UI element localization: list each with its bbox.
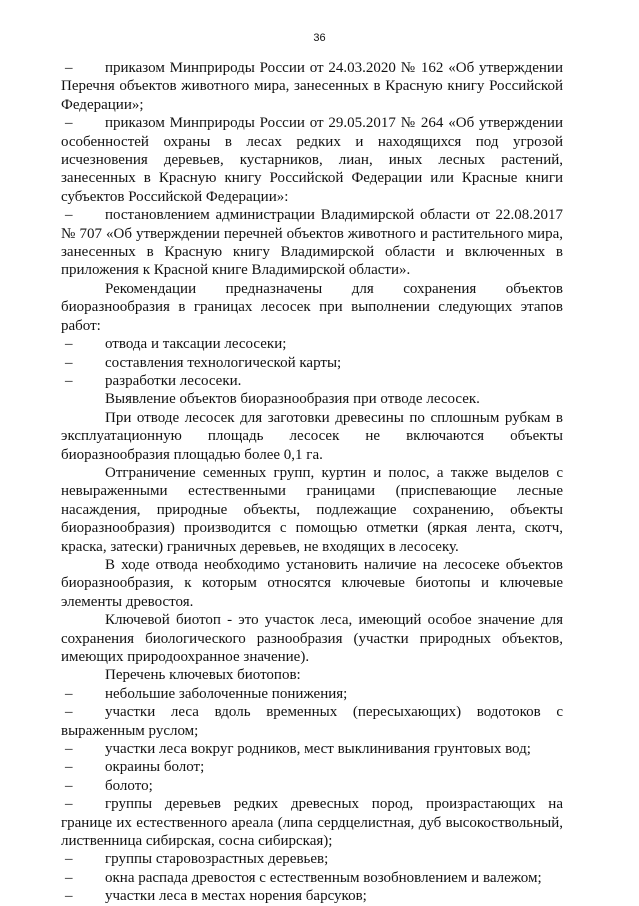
- list-item: – небольшие заболоченные понижения;: [61, 685, 563, 703]
- list-item: – разработки лесосеки.: [61, 372, 563, 390]
- page-number: 36: [313, 32, 326, 44]
- list-item: – группы старовозрастных деревьев;: [61, 850, 563, 868]
- list-item: – приказом Минприроды России от 29.05.2017 № 264 «Об утверждении особенностей охраны в лесах редких и находящихся под угрозой исчезновения деревьев, кустарников, лиан, иных лесных растений, занесенных в Красную книгу Российской Федерации или Красные книги субъектов Российской Федерации»:: [61, 114, 563, 206]
- list-item: – болото;: [61, 777, 563, 795]
- paragraph: Ключевой биотоп - это участок леса, имеющий особое значение для сохранения биологического разнообразия (участки природных объектов, имеющих природоохранное значение).: [61, 612, 563, 665]
- list-item: – отвода и таксации лесосеки;: [61, 335, 563, 353]
- document-body: [61, 59, 563, 906]
- paragraph: Перечень ключевых биотопов:: [105, 667, 301, 684]
- list-item: – группы деревьев редких древесных пород, произрастающих на границе их естественного ареала (липа сердцелистная, дуб высокоствольный, лиственница сибирская, сосна сибирская);: [61, 795, 563, 850]
- list-item: – участки леса в местах норения барсуков;: [61, 887, 563, 905]
- list-item: – окна распада древостоя с естественным возобновлением и валежом;: [61, 869, 563, 887]
- list-item: – приказом Минприроды России от 24.03.2020 № 162 «Об утверждении Перечня объектов животного мира, занесенных в Красную книгу Российской Федерации»;: [61, 59, 563, 114]
- list-item: – окраины болот;: [61, 758, 563, 776]
- list-item: – участки леса вокруг родников, мест выклинивания грунтовых вод;: [61, 740, 563, 758]
- paragraph: В ходе отвода необходимо установить наличие на лесосеке объектов биоразнообразия, к которым относятся ключевые биотопы и ключевые элементы древостоя.: [61, 556, 563, 610]
- paragraph: Выявление объектов биоразнообразия при отводе лесосек.: [105, 391, 480, 408]
- list-item: – составления технологической карты;: [61, 354, 563, 372]
- list-item: – участки леса вдоль временных (пересыхающих) водотоков с выраженным руслом;: [61, 703, 563, 740]
- paragraph: Рекомендации предназначены для сохранения объектов биоразнообразия в границах лесосек при выполнении следующих этапов работ:: [61, 280, 563, 334]
- paragraph: Отграничение семенных групп, куртин и полос, а также выделов с невыраженными естественными границами (приспевающие лесные насаждения, природные объекты, подлежащие сохранению, объекты биоразнообразия) производится с помощью отметки (яркая лента, скотч, краска, затески) граничных деревьев, не входящих в лесосеку.: [61, 464, 563, 555]
- paragraph: При отводе лесосек для заготовки древесины по сплошным рубкам в эксплуатационную площадь лесосек не включаются объекты биоразнообразия площадью более 0,1 га.: [61, 409, 563, 463]
- list-item: – постановлением администрации Владимирской области от 22.08.2017 № 707 «Об утверждении перечней объектов животного и растительного мира, занесенных в Красную книгу Владимирской области и включенных в приложения к Красной книге Владимирской области».: [61, 206, 563, 280]
